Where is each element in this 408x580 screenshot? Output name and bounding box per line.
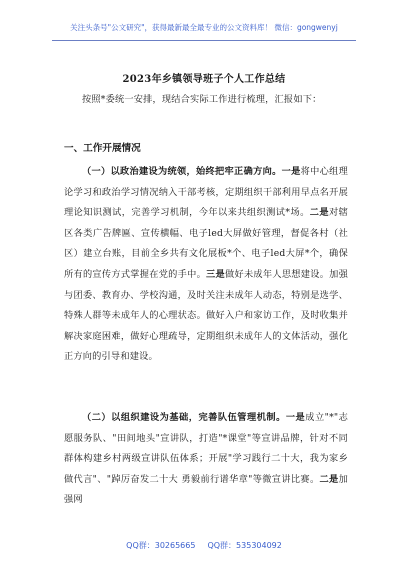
footer-contact (0, 540, 408, 551)
intro-paragraph: 按照*委统一安排，现结合实际工作进行梳理，汇报如下： (82, 94, 322, 105)
paragraph-text: 加强网 (64, 473, 348, 506)
paragraph-text: 成立"*"志愿服务队、"田间地头"宣讲队，打造"*课堂"等宣讲品牌，针对不同群体构建乡村两级宣讲队伍体系；开展"学习践行二十大，我为家乡做代言"、"踔厉奋发二十大 勇毅前行谱华章"等微宣讲比赛。 (64, 412, 348, 485)
paragraph-text: 做好未成年人思想建设。加强与团委、教育办、学校沟通，及时关注未成年人动态，特别是选学、特殊人群等未成年人的心理状态。做好入户和家访工作，及时收集并解决家庭困难，做好心理疏导，定期组织未成年人的文体活动，强化正方向的引导和建设。 (64, 268, 349, 363)
lead-marker: 一是 (281, 166, 301, 177)
paragraph-political-building (64, 162, 348, 368)
lead-marker: 二是 (309, 207, 329, 219)
document-title: 2023年乡镇领导班子个人工作总结 (122, 74, 286, 85)
paragraph-text: 对辖区各类广告牌匾、宣传横幅、电子led大屏做好管理，督促各村（社区）建立台账，目前全乡共有文化展板*个、电子led大屏*个，确保所有的宣传方式掌握在党的手中。 (64, 207, 348, 280)
header-divider (52, 40, 356, 41)
lead-marker: 一是 (285, 412, 306, 423)
footer-qq-group-1: QQ群：30265665 (126, 541, 196, 550)
lead-marker: 二是 (319, 473, 339, 485)
paragraph-text: 将中心组理论学习和政治学习情况纳入干部考核，定期组织干部利用早点名开展理论知识测试，完善学习机制，今年以来共组织测试*场。 (64, 166, 349, 219)
subheading: （一）以政治建设为统领，始终把牢正确方向。 (82, 166, 282, 177)
lead-marker: 三是 (206, 268, 225, 280)
header-banner: 关注头条号"公文研究"，获得最新最全最专业的公文资料库！ 微信：gongwenyj (70, 23, 338, 32)
paragraph-organization-building (64, 408, 348, 511)
section-heading: 一、工作开展情况 (64, 143, 141, 154)
subheading: （二）以组织建设为基础，完善队伍管理机制。 (82, 412, 286, 423)
footer-qq-group-2: QQ群：535304092 (207, 541, 282, 550)
